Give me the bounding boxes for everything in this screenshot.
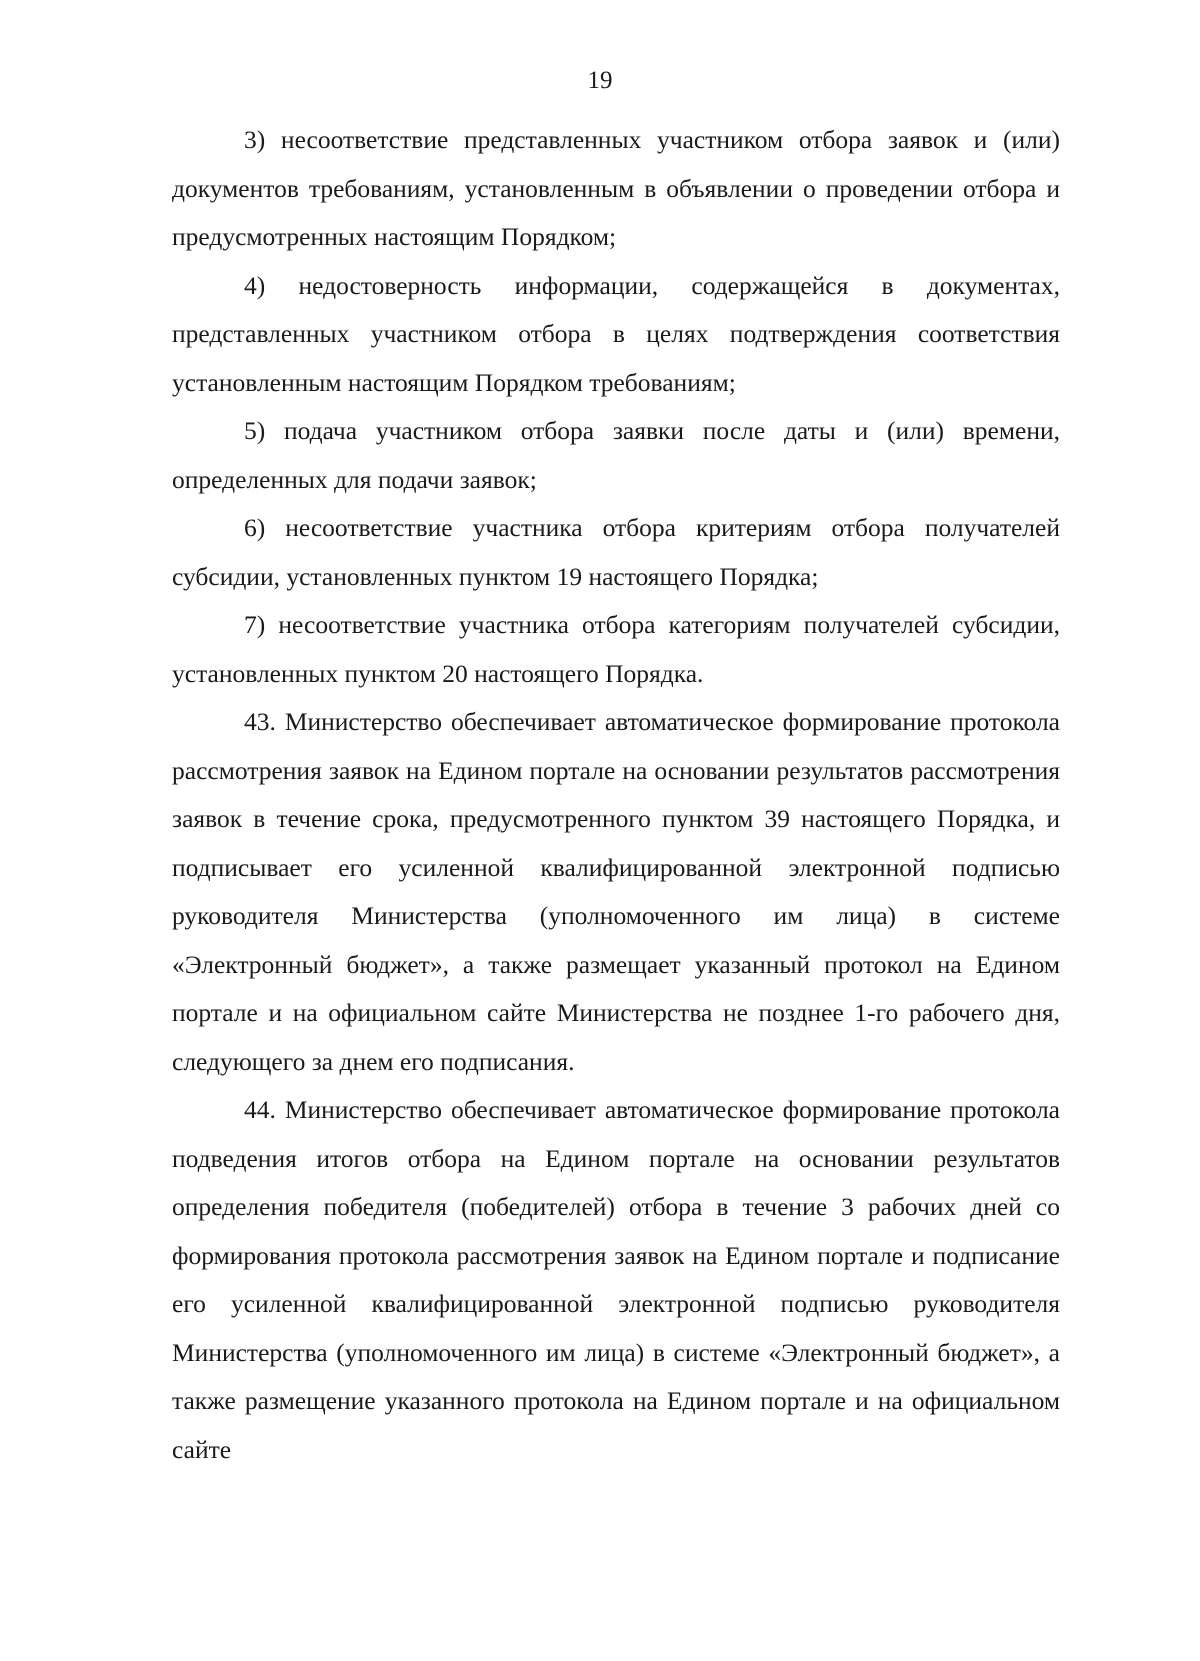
paragraph-item-7: 7) несоответствие участника отбора категориям получателей субсидии, установленных пунктом 20 настоящего Порядка. xyxy=(172,610,1060,688)
paragraph-item-4: 4) недостоверность информации, содержащейся в документах, представленных участником отбора в целях подтверждения соответствия установленным настоящим Порядком требованиям; xyxy=(172,270,1060,397)
paragraph-item-6: 6) несоответствие участника отбора критериям отбора получателей субсидии, установленных пунктом 19 настоящего Порядка; xyxy=(172,513,1060,591)
paragraph-item-3: 3) несоответствие представленных участником отбора заявок и (или) документов требованиям, установленным в объявлении о проведении отбора и предусмотренных настоящим Порядком; xyxy=(172,125,1060,251)
paragraph-item-5: 5) подача участником отбора заявки после даты и (или) времени, определенных для подачи заявок; xyxy=(172,416,1060,494)
paragraph-clause-43: 43. Министерство обеспечивает автоматическое формирование протокола рассмотрения заявок на Едином портале на основании результатов рассмотрения заявок в течение срока, предусмотренного пунктом 39 настоящего Порядка, и подписывает его усиленной квалифицированной электронной подписью руководителя Министерства (уполномоченного им лица) в системе «Электронный бюджет», а также размещает указанный протокол на Едином портале и на официальном сайте Министерства не позднее 1-го рабочего дня, следующего за днем его подписания. xyxy=(172,707,1060,1076)
page-number: 19 xyxy=(587,67,613,94)
paragraph-clause-44: 44. Министерство обеспечивает автоматическое формирование протокола подведения итогов отбора на Едином портале на основании результатов определения победителя (победителей) отбора в течение 3 рабочих дней со формирования протокола рассмотрения заявок на Едином портале и подписание его усиленной квалифицированной электронной подписью руководителя Министерства (уполномоченного им лица) в системе «Электронный бюджет», а также размещение указанного протокола на Едином портале и на официальном сайте xyxy=(172,1095,1060,1464)
document-body xyxy=(172,116,1060,1474)
